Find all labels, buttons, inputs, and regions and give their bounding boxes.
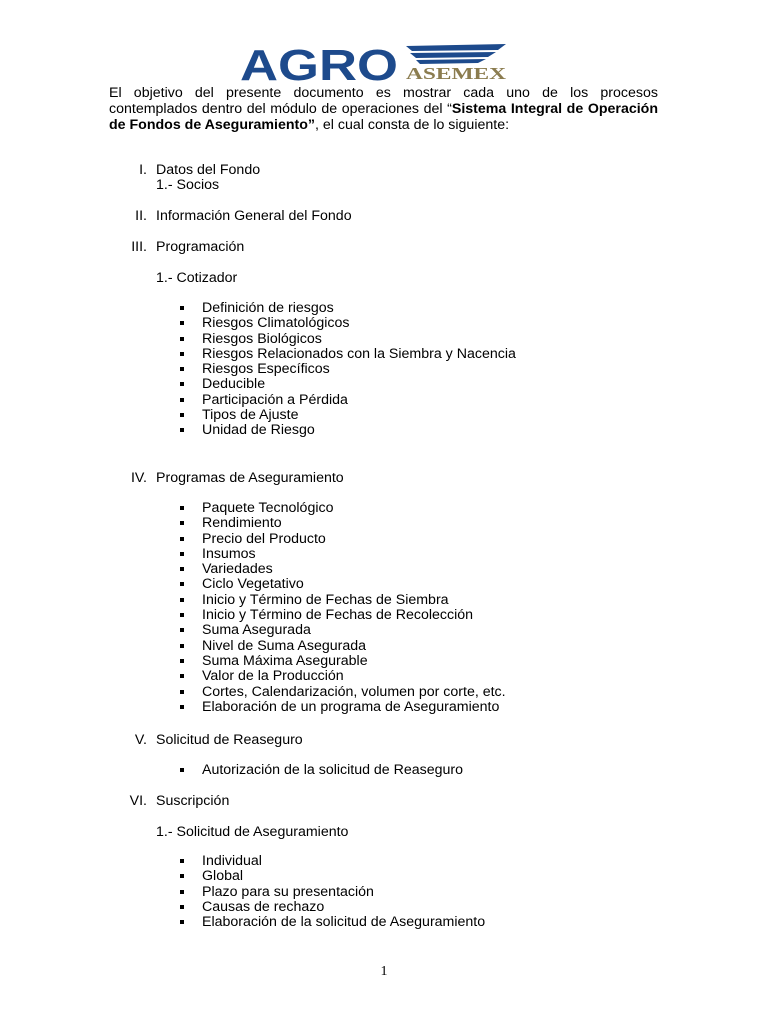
list-item-text: Elaboración de la solicitud de Aseguramiento (202, 914, 486, 931)
intro-text-1: El objetivo del presente documento es mostrar cada uno de los procesos contemplados dentro del módulo de operaciones del “ (109, 85, 658, 117)
list-item (178, 915, 485, 930)
section-number: I. (139, 162, 147, 178)
section-v-list (178, 763, 463, 778)
bullet-icon (180, 674, 184, 678)
section-title: Solicitud de Reaseguro (156, 732, 303, 748)
intro-bold-system-name: Sistema Integral de Operación de Fondos de Aseguramiento” (109, 101, 658, 133)
section-iii-list (178, 301, 516, 439)
list-item-text: Rendimiento (202, 515, 282, 532)
list-item (178, 301, 516, 316)
list-item-text: Tipos de Ajuste (202, 407, 299, 424)
section-iv-list (178, 501, 506, 715)
page-number: 1 (380, 964, 388, 979)
list-item (178, 763, 463, 778)
bullet-icon (180, 768, 184, 772)
list-item-text: Elaboración de un programa de Aseguramiento (202, 698, 500, 715)
section-number: IV. (130, 470, 147, 486)
section-iii-sub: 1.- Cotizador (156, 270, 238, 286)
list-item-text: Suma Máxima Asegurable (202, 652, 368, 669)
bullet-icon (180, 398, 184, 402)
list-item-text: Riesgos Climatológicos (202, 315, 350, 332)
list-item-text: Global (202, 868, 244, 885)
list-item-text: Inicio y Término de Fechas de Siembra (202, 591, 449, 608)
list-item (178, 393, 516, 408)
logo-word-agro: AGRO (240, 42, 398, 86)
list-item-text: Definición de riesgos (202, 300, 334, 316)
list-item (178, 900, 485, 915)
wing-icon (406, 44, 506, 64)
list-item (178, 562, 506, 577)
list-item-text: Ciclo Vegetativo (202, 576, 304, 593)
list-item-text: Unidad de Riesgo (202, 422, 315, 439)
list-item-text: Autorización de la solicitud de Reaseguro (202, 762, 464, 778)
section-title: Suscripción (156, 793, 230, 809)
section-title: Datos del Fondo (156, 162, 261, 178)
list-item-text: Nivel de Suma Asegurada (202, 637, 367, 654)
list-item (178, 623, 506, 638)
bullet-icon (180, 337, 184, 341)
list-item (178, 516, 506, 531)
list-item (178, 347, 516, 362)
bullet-icon (180, 859, 184, 863)
bullet-icon (180, 874, 184, 878)
list-item-text: Causas de rechazo (202, 898, 325, 915)
list-item-text: Precio del Producto (202, 530, 326, 547)
bullet-icon (180, 905, 184, 909)
list-item-text: Riesgos Específicos (202, 361, 330, 378)
bullet-icon (180, 890, 184, 894)
list-item (178, 501, 506, 516)
list-item-text: Deducible (202, 376, 266, 393)
list-item (178, 608, 506, 623)
list-item (178, 639, 506, 654)
bullet-icon (180, 598, 184, 602)
list-item-text: Paquete Tecnológico (202, 500, 334, 516)
bullet-icon (180, 628, 184, 632)
list-item (178, 377, 516, 392)
bullet-icon (180, 920, 184, 924)
intro-text-2: , el cual consta de lo siguiente: (315, 117, 510, 133)
bullet-icon (180, 521, 184, 525)
section-title: Información General del Fondo (156, 208, 352, 224)
section-number: II. (135, 208, 147, 224)
bullet-icon (180, 552, 184, 556)
list-item-text: Variedades (202, 561, 273, 578)
bullet-icon (180, 613, 184, 617)
list-item-text: Suma Asegurada (202, 622, 311, 639)
section-title: Programas de Aseguramiento (156, 470, 344, 486)
list-item-text: Valor de la Producción (202, 668, 344, 685)
list-item-text: Riesgos Biológicos (202, 330, 322, 347)
section-number: V. (134, 732, 147, 748)
bullet-icon (180, 352, 184, 356)
bullet-icon (180, 644, 184, 648)
bullet-icon (180, 506, 184, 510)
bullet-icon (180, 428, 184, 432)
agroasemex-logo (240, 42, 512, 86)
bullet-icon (180, 582, 184, 586)
list-item (178, 654, 506, 669)
section-vi-sub: 1.- Solicitud de Aseguramiento (156, 824, 349, 840)
bullet-icon (180, 382, 184, 386)
bullet-icon (180, 413, 184, 417)
list-item (178, 854, 485, 869)
section-vi-list (178, 854, 485, 930)
bullet-icon (180, 537, 184, 541)
list-item (178, 408, 516, 423)
section-number: VI. (129, 793, 147, 809)
bullet-icon (180, 321, 184, 325)
list-item (178, 869, 485, 884)
list-item (178, 332, 516, 347)
list-item-text: Inicio y Término de Fechas de Recolección (202, 607, 474, 624)
list-item-text: Cortes, Calendarización, volumen por corte, etc. (202, 683, 506, 700)
logo-word-asemex: ASEMEX (406, 64, 507, 83)
bullet-icon (180, 367, 184, 371)
list-item (178, 423, 516, 438)
list-item-text: Participación a Pérdida (202, 391, 348, 408)
list-item (178, 885, 485, 900)
list-item (178, 362, 516, 377)
intro-paragraph (109, 85, 658, 133)
list-item (178, 669, 506, 684)
bullet-icon (180, 659, 184, 663)
section-i-sub: 1.- Socios (156, 177, 220, 193)
list-item-text: Insumos (202, 545, 256, 562)
bullet-icon (180, 567, 184, 571)
list-item (178, 685, 506, 700)
list-item (178, 593, 506, 608)
list-item-text: Riesgos Relacionados con la Siembra y Nacencia (202, 345, 516, 362)
bullet-icon (180, 306, 184, 310)
list-item-text: Individual (202, 853, 262, 869)
section-number: III. (131, 239, 147, 255)
list-item (178, 577, 506, 592)
bullet-icon (180, 690, 184, 694)
list-item (178, 700, 506, 715)
bullet-icon (180, 705, 184, 709)
list-item (178, 532, 506, 547)
section-title: Programación (156, 239, 245, 255)
list-item-text: Plazo para su presentación (202, 883, 374, 900)
list-item (178, 547, 506, 562)
logo-graphic (240, 42, 512, 86)
list-item (178, 316, 516, 331)
